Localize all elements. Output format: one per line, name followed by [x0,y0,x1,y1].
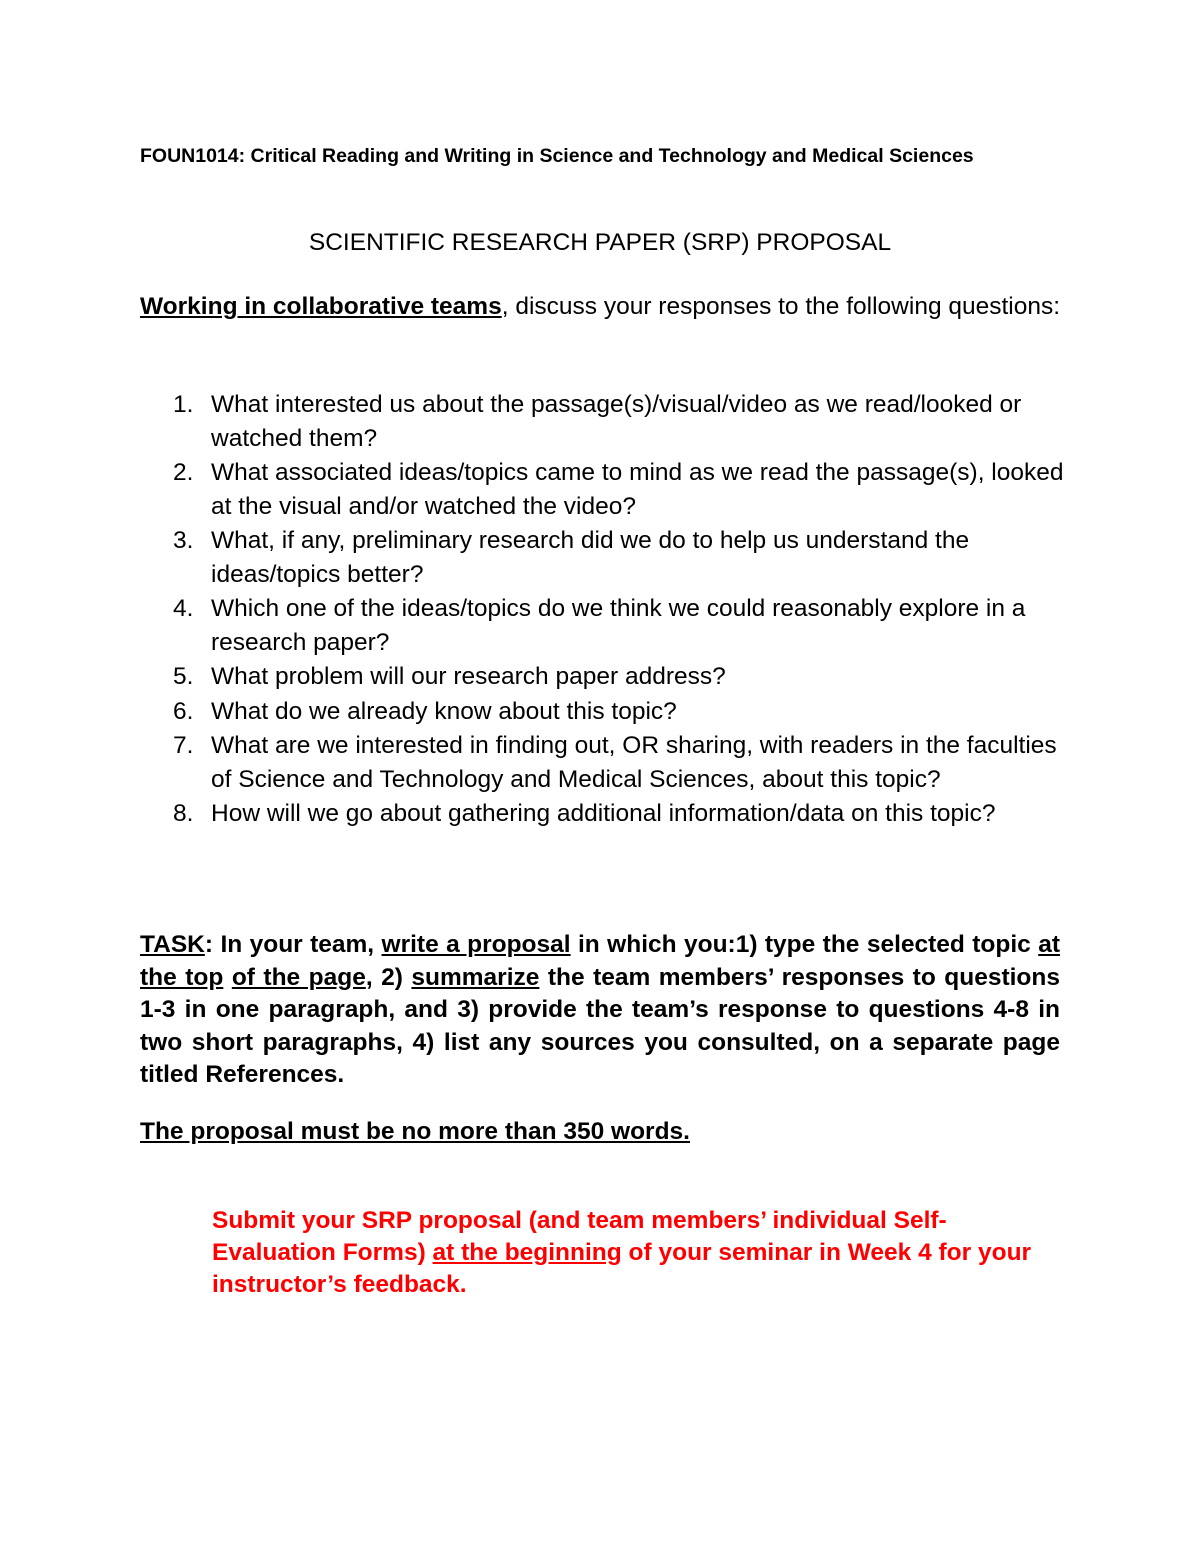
question-number: 6. [173,697,194,725]
question-number: 7. [173,732,194,759]
question-item [140,729,1080,796]
question-item [140,660,1080,694]
task-write-proposal: write a proposal [381,931,571,958]
instructions-text: , discuss your responses to the following questions: [501,293,1061,320]
task-text-3: , 2) [365,963,412,991]
task-space [223,964,231,991]
task-at-the-top: at the top [140,931,1060,991]
question-item [140,524,1080,591]
submission-emphasis: at the beginning [432,1239,622,1266]
submission-text-1: Submit your SRP proposal (and team members’ individual Self-Evaluation Forms) [212,1207,947,1266]
course-header: FOUN1014: Critical Reading and Writing in Science and Technology and Medical Sciences [140,145,974,167]
question-item [140,695,1080,729]
task-paragraph [140,929,1060,1092]
task-summarize: summarize [411,963,540,991]
question-item [140,456,1080,523]
question-number: 1. [173,391,194,418]
instructions-paragraph [140,290,1070,323]
instructions-emphasis: Working in collaborative teams [140,293,502,320]
task-text-2: in which you:1) type the selected topic [570,931,1039,958]
question-text: What problem will our research paper address? [211,663,726,690]
question-text: What, if any, preliminary research did we do to help us understand the ideas/topics better? [211,527,970,588]
page-title: SCIENTIFIC RESEARCH PAPER (SRP) PROPOSAL [308,229,892,256]
question-text: What associated ideas/topics came to mind as we read the passage(s), looked at the visual and/or watched the video? [211,459,1064,520]
word-limit-note: The proposal must be no more than 350 words. [140,1118,690,1145]
question-number: 2. [173,459,194,486]
question-number: 8. [173,800,194,827]
question-item [140,797,1080,831]
question-number: 5. [173,663,194,690]
question-text: What do we already know about this topic? [211,697,677,725]
task-text-4: the team members’ responses to questions 1-3 in one paragraph, and 3) provide the team’s response to questions 4-8 in two short paragraphs, 4) list any sources you consulted, on a separate page titled References. [140,963,1060,1088]
question-list [140,388,1080,832]
task-colon: : [204,931,214,958]
question-text: What are we interested in finding out, OR sharing, with readers in the faculties of Science and Technology and Medical Sciences, about this topic? [211,732,1057,793]
question-number: 3. [173,527,194,554]
submission-text-2: of your seminar in Week 4 for your instructor’s feedback. [212,1239,1032,1298]
task-text-1: In your team, [213,931,382,958]
question-text: How will we go about gathering additional information/data on this topic? [211,800,996,827]
question-text: Which one of the ideas/topics do we think we could reasonably explore in a research paper? [211,595,1026,656]
question-item [140,388,1080,455]
task-of-the-page: of the page [231,963,366,991]
submission-note [212,1205,1042,1301]
question-number: 4. [173,595,194,622]
task-label: TASK [140,931,205,958]
question-item [140,592,1080,659]
question-text: What interested us about the passage(s)/visual/video as we read/looked or watched them? [211,391,1022,452]
